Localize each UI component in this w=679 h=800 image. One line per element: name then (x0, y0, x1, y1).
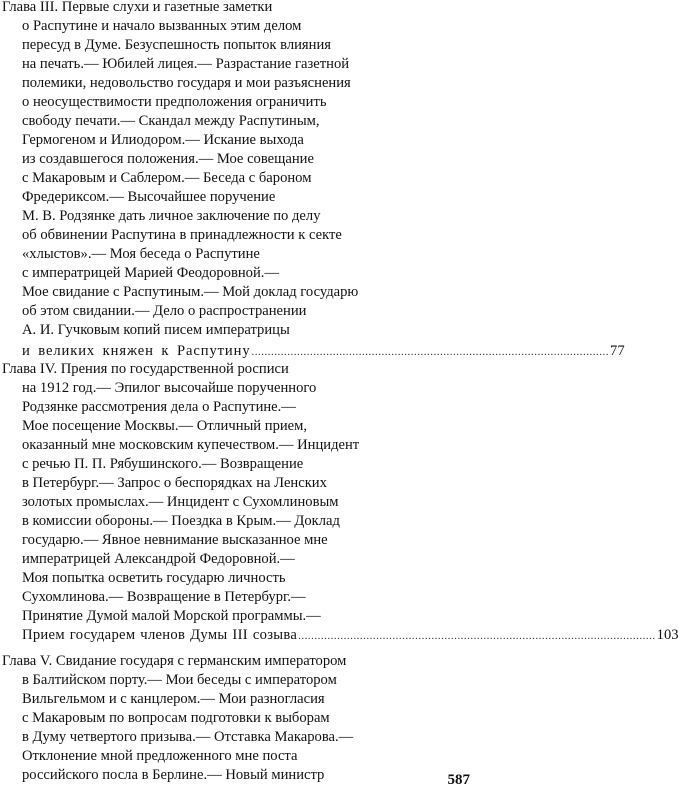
text-line: с Макаровым и Саблером.— Беседа с бароном (22, 170, 312, 186)
text-line: Мое свидание с Распутиным.— Мой доклад государю (22, 284, 359, 300)
chapter-heading: Глава IV. Прения по государственной росписи (2, 361, 289, 377)
text-line: императрицей Александрой Федоровной.— (22, 551, 295, 567)
text-line: оказанный мне московским купечеством.— Инцидент (22, 437, 360, 453)
toc-leader-line[interactable] (22, 626, 679, 646)
toc-entry-text: Прием государем членов Думы III созыва (22, 627, 298, 643)
text-line: Отклонение мной предложенного мне поста (22, 748, 298, 764)
text-line: государю.— Явное невнимание высказанное мне (22, 532, 328, 548)
text-line: о неосуществимости предположения ограничить (22, 94, 327, 110)
text-line: Вильгельмом и с канцлером.— Мои разногласия (22, 691, 325, 707)
text-line: об этом свидании.— Дело о распространении (22, 303, 307, 319)
text-line: золотых промыслах.— Инцидент с Сухомлиновым (22, 494, 339, 510)
text-line: российского посла в Берлине.— Новый министр (22, 767, 325, 783)
page-number: 587 (447, 772, 470, 788)
text-line: с императрицей Марией Феодоровной.— (22, 265, 280, 281)
text-line: полемики, недовольство государя и мои разъяснения (22, 75, 351, 91)
chapter-heading: Глава III. Первые слухи и газетные заметки (2, 0, 273, 15)
text-line: Гермогеном и Илиодором.— Искание выхода (22, 132, 304, 148)
text-line: в Петербург.— Запрос о беспорядках на Ленских (22, 475, 327, 491)
text-line: на печать.— Юбилей лицея.— Разрастание газетной (22, 56, 350, 72)
text-line: Принятие Думой малой Морской программы.— (22, 608, 321, 624)
toc-page-number: 103 (656, 627, 679, 643)
text-line: свободу печати.— Скандал между Распутиным, (22, 113, 320, 129)
text-line: пересуд в Думе. Безуспешность попыток влияния (22, 37, 331, 53)
text-line: «хлыстов».— Моя беседа о Распутине (22, 246, 260, 262)
text-line: Мое посещение Москвы.— Отличный прием, (22, 418, 308, 434)
chapter-heading: Глава V. Свидание государя с германским императором (2, 653, 347, 669)
text-line: М. В. Родзянке дать личное заключение по делу (22, 208, 321, 224)
text-line: на 1912 год.— Эпилог высочайше порученного (22, 380, 317, 396)
text-line: Фредериксом.— Высочайшее поручение (22, 189, 276, 205)
toc-page-number: 77 (610, 343, 625, 359)
text-line: в комиссии обороны.— Поездка в Крым.— Доклад (22, 513, 340, 529)
text-line: в Балтийском порту.— Мои беседы с императором (22, 672, 337, 688)
dot-leader: .............................................................................................................. (298, 630, 656, 642)
text-line: из создавшегося положения.— Мое совещание (22, 151, 314, 167)
text-line: А. И. Гучковым копий писем императрицы (22, 322, 290, 338)
text-line: с речью П. П. Рябушинского.— Возвращение (22, 456, 304, 472)
text-line: о Распутине и начало вызванных этим делом (22, 18, 302, 34)
text-line: Родзянке рассмотрения дела о Распутине.— (22, 399, 296, 415)
text-line: с Макаровым по вопросам подготовки к выборам (22, 710, 330, 726)
text-line: Моя попытка осветить государю личность (22, 570, 286, 586)
text-line: Сухомлинова.— Возвращение в Петербург.— (22, 589, 306, 605)
toc-entry-text: и великих княжен к Распутину (22, 343, 251, 359)
text-line: в Думу четвертого призыва.— Отставка Макарова.— (22, 729, 354, 745)
dot-leader: .............................................................................................................. (251, 346, 610, 358)
toc-leader-line[interactable] (22, 342, 625, 362)
text-line: об обвинении Распутина в принадлежности к секте (22, 227, 342, 243)
